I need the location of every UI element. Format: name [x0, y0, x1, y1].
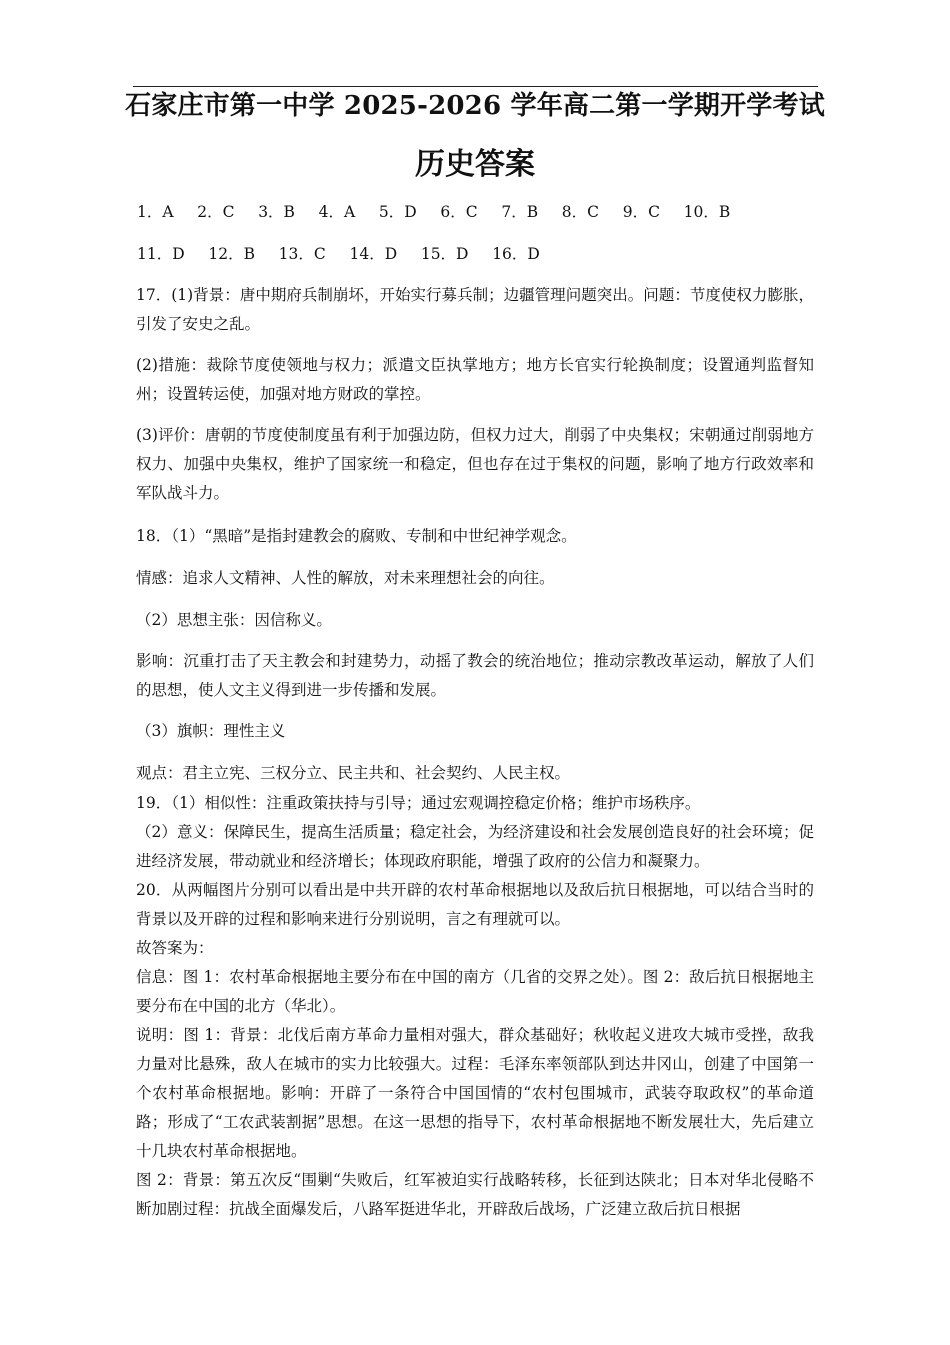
q20-info: 信息：图 1：农村革命根据地主要分布在中国的南方（几省的交界之处）。图 2：敌后抗日根据地主要分布在中国的北方（华北）。: [136, 968, 814, 1015]
q17-part2: (2)措施：裁除节度使领地与权力；派遣文臣执掌地方；地方长官实行轮换制度；设置通判监督知州；设置转运使，加强对地方财政的掌控。: [136, 356, 814, 403]
q20-explanation-fig2: 图 2：背景：第五次反“围剿“失败后，红军被迫实行战略转移，长征到达陕北；日本对华北侵略不断加剧过程：抗战全面爆发后，八路军挺进华北，开辟敌后战场，广泛建立敌后抗日根据: [136, 1171, 814, 1218]
q17-part3: (3)评价：唐朝的节度使制度虽有利于加强边防，但权力过大，削弱了中央集权；宋朝通过削弱地方权力、加强中央集权，维护了国家统一和稳定，但也存在过于集权的问题，影响了地方行政效率和军队战斗力。: [136, 426, 814, 502]
q20-answer-label: 故答案为：: [136, 939, 214, 957]
q19-part1: 19．（1）相似性：注重政策扶持与引导；通过宏观调控稳定价格；维护市场秩序。: [136, 794, 701, 812]
answer-key-row-1: 1．A 2．C 3．B 4．A 5．D 6．C 7．B 8．C 9．C 10．B: [137, 203, 731, 221]
q17-part1: 17．(1)背景：唐中期府兵制崩坏，开始实行募兵制；边疆管理问题突出。问题：节度使权力膨胀，引发了安史之乱。: [136, 286, 814, 333]
header-rule: [133, 86, 818, 87]
q18-viewpoint: 观点：君主立宪、三权分立、民主共和、社会契约、人民主权。: [136, 764, 571, 782]
q20-intro: 20．从两幅图片分别可以看出是中共开辟的农村革命根据地以及敌后抗日根据地，可以结合当时的背景以及开辟的过程和影响来进行分别说明，言之有理就可以。: [136, 881, 814, 928]
q20-explanation-fig1: 说明：图 1：背景：北伐后南方革命力量相对强大，群众基础好；秋收起义进攻大城市受挫，敌我力量对比悬殊，敌人在城市的实力比较强大。过程：毛泽东率领部队到达井冈山，创建了中国第一个农村革命根据地。影响：开辟了一条符合中国国情的“农村包围城市，武装夺取政权”的革命道路；形成了“工农武装割据”思想。在这一思想的指导下，农村革命根据地不断发展壮大，先后建立十几块农村革命根据地。: [136, 1026, 814, 1160]
answer-key-row-2: 11．D 12．B 13．C 14．D 15．D 16．D: [137, 245, 540, 263]
q18-part3: （3）旗帜：理性主义: [136, 722, 286, 740]
q19-part2: （2）意义：保障民生，提高生活质量；稳定社会，为经济建设和社会发展创造良好的社会环境；促进经济发展，带动就业和经济增长；体现政府职能，增强了政府的公信力和凝聚力。: [136, 823, 814, 870]
q18-emotion: 情感：追求人文精神、人性的解放，对未来理想社会的向往。: [136, 569, 555, 587]
q18-influence: 影响：沉重打击了天主教会和封建势力，动摇了教会的统治地位；推动宗教改革运动，解放了人们的思想，使人文主义得到进一步传播和发展。: [136, 652, 814, 699]
document-title: 石家庄市第一中学 2025-2026 学年高二第一学期开学考试: [125, 91, 825, 121]
document-subtitle: 历史答案: [415, 147, 535, 182]
q18-part1: 18．（1）“黑暗”是指封建教会的腐败、专制和中世纪神学观念。: [136, 527, 577, 545]
q18-part2: （2）思想主张：因信称义。: [136, 611, 332, 629]
